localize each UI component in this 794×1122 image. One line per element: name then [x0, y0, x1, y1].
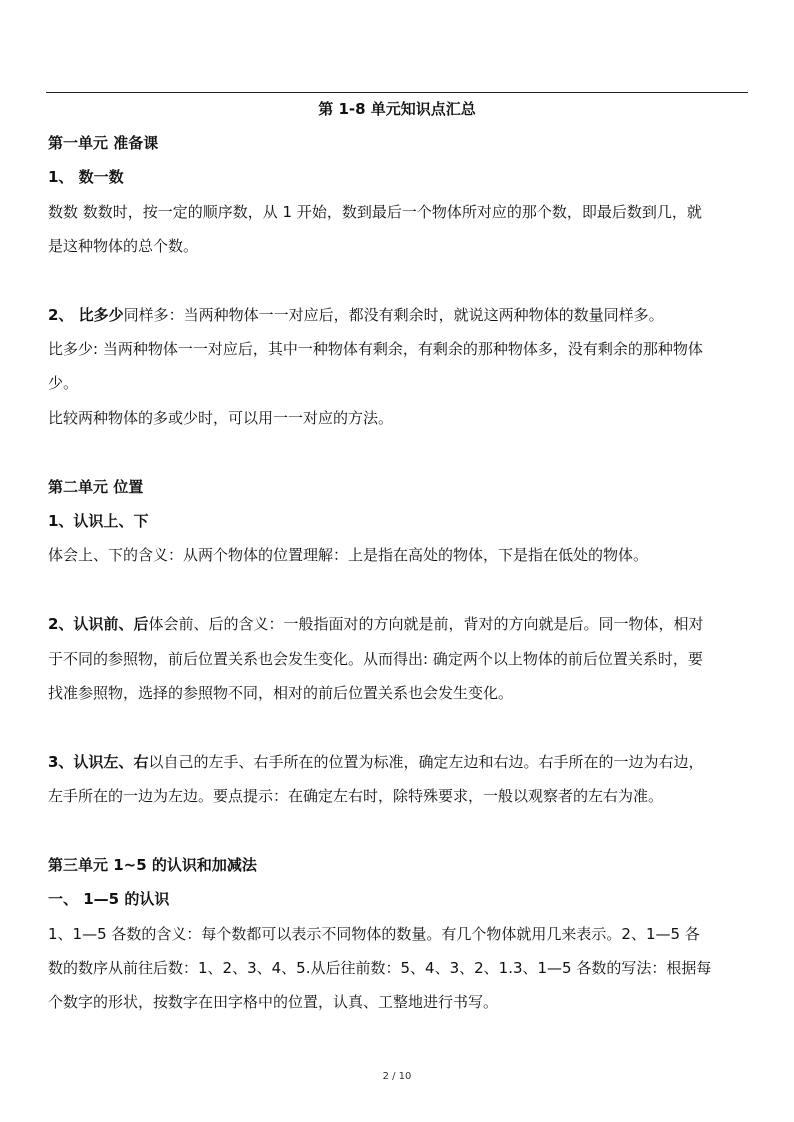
unit3-section1-heading: 一、 1—5 的认识 — [48, 890, 170, 908]
unit1-section2-text-line2: 比多少: 当两种物体一一对应后，其中一种物体有剩余，有剩余的那种物体多，没有剩余的那种物体 — [48, 340, 703, 358]
unit2-section2-text: 体会前、后的含义：一般指面对的方向就是前，背对的方向就是后。同一物体，相对 — [148, 615, 704, 633]
unit2-section3-line1 — [48, 752, 703, 772]
unit3-heading: 第三单元 1~5 的认识和加减法 — [48, 856, 257, 874]
unit1-section1-text-line2: 是这种物体的总个数。 — [48, 237, 199, 255]
document-title: 第 1-8 单元知识点汇总 — [318, 100, 476, 118]
unit1-section2-text-line3: 少。 — [48, 374, 79, 392]
unit1-section1-text-line1: 数数 数数时，按一定的顺序数，从 1 开始，数到最后一个物体所对应的那个数，即最后数到几，就 — [48, 203, 702, 221]
unit3-section1-text-line3: 个数字的形状，按数字在田字格中的位置，认真、工整地进行书写。 — [48, 993, 499, 1011]
unit1-section2-text-line4: 比较两种物体的多或少时，可以用一一对应的方法。 — [48, 409, 394, 427]
unit2-section2-text-line3: 找准参照物，选择的参照物不同，相对的前后位置关系也会发生变化。 — [48, 684, 514, 702]
page-number: 2 / 10 — [382, 1071, 412, 1082]
unit2-section1-heading: 1、认识上、下 — [48, 512, 149, 530]
unit2-section2-heading: 2、认识前、后 — [48, 615, 149, 633]
unit3-section1-text-line1: 1、1—5 各数的含义：每个数都可以表示不同物体的数量。有几个物体就用几来表示。2、1—5 各 — [48, 925, 700, 943]
unit1-section2-line1 — [48, 305, 664, 325]
unit1-heading: 第一单元 准备课 — [48, 134, 159, 152]
unit2-section3-text-line2: 左手所在的一边为左边。要点提示：在确定左右时，除特殊要求，一般以观察者的左右为准。 — [48, 787, 664, 805]
unit2-section3-text: 以自己的左手、右手所在的位置为标准，确定左边和右边。右手所在的一边为右边， — [148, 753, 704, 771]
unit1-section1-heading: 1、 数一数 — [48, 168, 124, 186]
unit2-section3-heading: 3、认识左、右 — [48, 753, 149, 771]
unit1-section2-heading: 2、 比多少 — [48, 306, 124, 324]
unit3-section1-text-line2: 数的数序从前往后数：1、2、3、4、5.从后往前数：5、4、3、2、1.3、1—5 各数的写法：根据每 — [48, 959, 712, 977]
unit2-heading: 第二单元 位置 — [48, 478, 144, 496]
unit2-section1-text: 体会上、下的含义：从两个物体的位置理解：上是指在高处的物体，下是指在低处的物体。 — [48, 546, 649, 564]
unit2-section2-line1 — [48, 614, 703, 634]
unit2-section2-text-line2: 于不同的参照物，前后位置关系也会发生变化。从而得出: 确定两个以上物体的前后位置关系时，要 — [48, 650, 703, 668]
unit1-section2-text: 同样多：当两种物体一一对应后，都没有剩余时，就说这两种物体的数量同样多。 — [123, 306, 664, 324]
header-rule — [46, 92, 748, 93]
